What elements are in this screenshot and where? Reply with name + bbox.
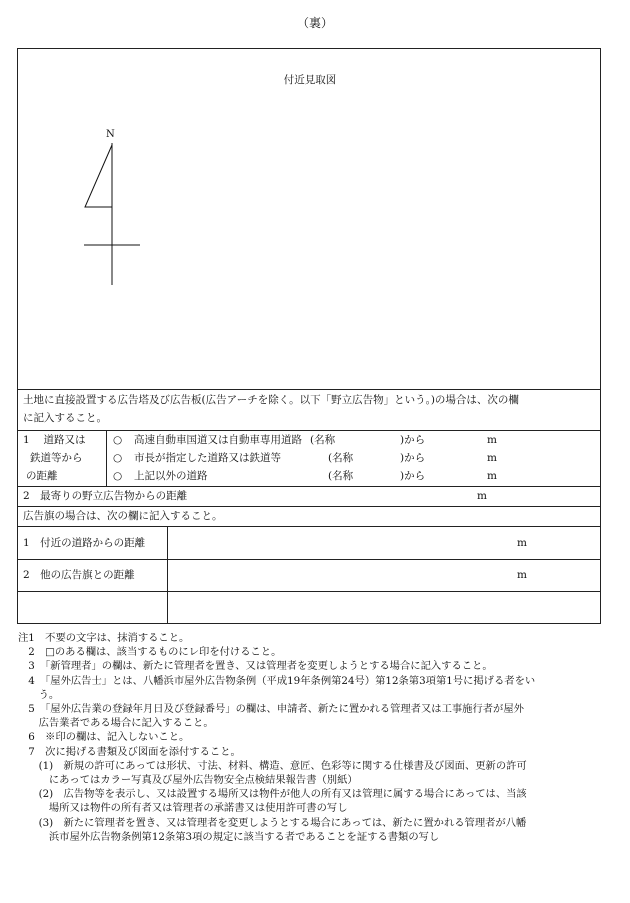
standalone-intro-line1: 土地に直接設置する広告塔及び広告板(広告アーチを除く。以下「野立広告物」という。)の場合は、次の欄 [23, 394, 519, 406]
map-title: 付近見取図 [283, 74, 337, 86]
note-line: う。 [18, 688, 60, 701]
row-text: 高速自動車国道又は自動車専用道路 [134, 434, 302, 446]
note-line: 広告業者である場合に記入すること。 [18, 717, 214, 730]
flag-road-label: 1 付近の道路からの距離 [23, 537, 146, 549]
note-line: 2 □のある欄は、該当するものにレ印を付けること。 [18, 646, 282, 659]
road-distance-label-1: 1 道路又は [23, 434, 86, 446]
row-from: )から [400, 452, 426, 464]
notes-section [18, 631, 608, 844]
row-circle[interactable]: ○ [113, 452, 123, 464]
road-distance-label-2: 鉄道等から [30, 452, 83, 464]
note-line: にあってはカラー写真及び屋外広告物安全点検結果報告書（別紙） [18, 774, 358, 787]
note-line: 注1 不要の文字は、抹消すること。 [18, 632, 190, 644]
nearest-label: 2 最寄りの野立広告物からの距離 [23, 490, 188, 502]
north-arrow-icon [78, 127, 148, 297]
note-line: 5 「屋外広告業の登録年月日及び登録番号」の欄は、申請者、新たに置かれる管理者又は工事施行者が屋外 [18, 703, 524, 716]
divider [18, 506, 600, 507]
note-line: 場所又は物件の所有者又は管理者の承諾書又は使用許可書の写し [18, 802, 348, 815]
divider [18, 559, 600, 560]
note-line: 7 次に掲げる書類及び図面を添付すること。 [18, 745, 241, 758]
row-circle[interactable]: ○ [113, 434, 123, 446]
page-title: （裏） [296, 16, 333, 30]
nearest-unit: m [477, 490, 487, 502]
flag-other-unit: m [517, 569, 527, 581]
divider [18, 486, 600, 487]
divider [167, 526, 168, 624]
row-unit: m [487, 470, 497, 482]
divider [18, 591, 600, 592]
flag-other-label: 2 他の広告旗との距離 [23, 569, 135, 581]
row-text: 上記以外の道路 [134, 470, 208, 482]
row-name: (名称 [328, 470, 354, 482]
note-line: 3 「新管理者」の欄は、新たに管理者を置き、又は管理者を変更しようとする場合に記入すること。 [18, 660, 493, 673]
divider [18, 526, 600, 527]
note-line: 4 「屋外広告士」とは、八幡浜市屋外広告物条例（平成19年条例第24号）第12条第3項第1号に掲げる者をい [18, 674, 536, 687]
row-unit: m [487, 452, 497, 464]
note-line: (1) 新規の許可にあっては形状、寸法、材料、構造、意匠、色彩等に関する仕様書及び図面、更新の許可 [18, 759, 527, 772]
divider [106, 430, 107, 486]
note-line: 浜市屋外広告物条例第12条第3項の規定に該当する者であることを証する書類の写し [18, 830, 440, 843]
note-line: (3) 新たに管理者を置き、又は管理者を変更しようとする場合にあっては、新たに置かれる管理者が八幡 [18, 816, 527, 829]
row-name: (名称 [328, 452, 354, 464]
road-distance-label-3: の距離 [26, 470, 58, 482]
row-circle[interactable]: ○ [113, 470, 123, 482]
divider [18, 389, 600, 390]
form-table [17, 48, 601, 624]
row-name: (名称 [310, 434, 336, 446]
row-text: 市長が指定した道路又は鉄道等 [134, 452, 281, 464]
flag-intro: 広告旗の場合は、次の欄に記入すること。 [23, 510, 223, 522]
row-unit: m [487, 434, 497, 446]
row-from: )から [400, 470, 426, 482]
north-label: N [106, 129, 115, 140]
flag-road-unit: m [517, 537, 527, 549]
standalone-intro-line2: に記入すること。 [23, 412, 107, 424]
note-line: (2) 広告物等を表示し、又は設置する場所又は物件が他人の所有又は管理に属する場合にあっては、当該 [18, 788, 527, 801]
row-from: )から [400, 434, 426, 446]
note-line: 6 ※印の欄は、記入しないこと。 [18, 731, 190, 744]
